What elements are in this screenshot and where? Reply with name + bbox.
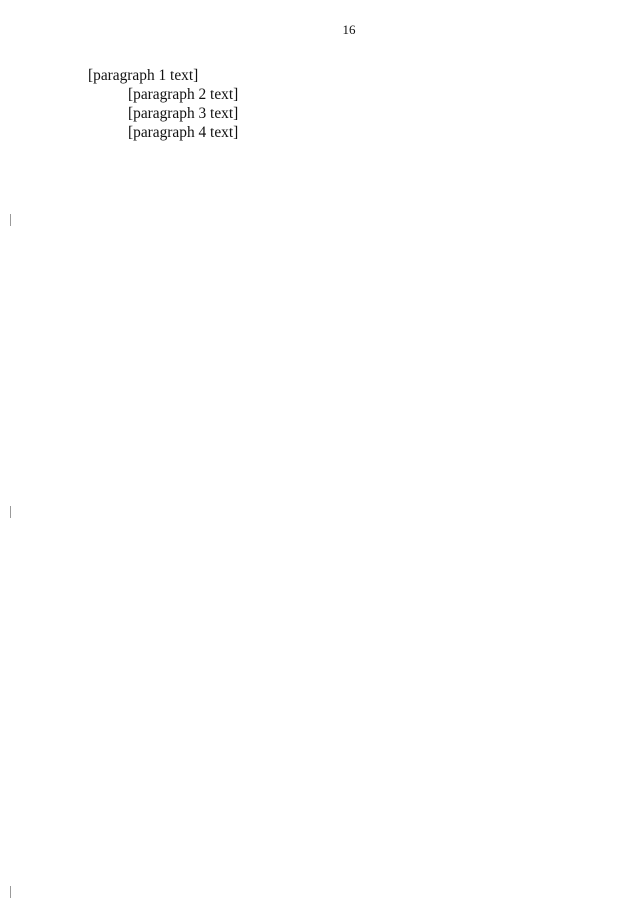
page-number: 16	[342, 22, 356, 37]
paragraph-covid-provisions: [paragraph 2 text]	[128, 86, 239, 103]
paragraph-tariff-establishment: [paragraph 4 text]	[128, 124, 239, 141]
scan-edge-mark	[10, 214, 11, 226]
paragraph-continuation: [paragraph 1 text]	[88, 67, 199, 84]
scan-edge-mark	[10, 506, 11, 518]
scan-edge-mark	[10, 886, 11, 898]
paragraph-tariff-structure: [paragraph 3 text]	[128, 105, 239, 122]
